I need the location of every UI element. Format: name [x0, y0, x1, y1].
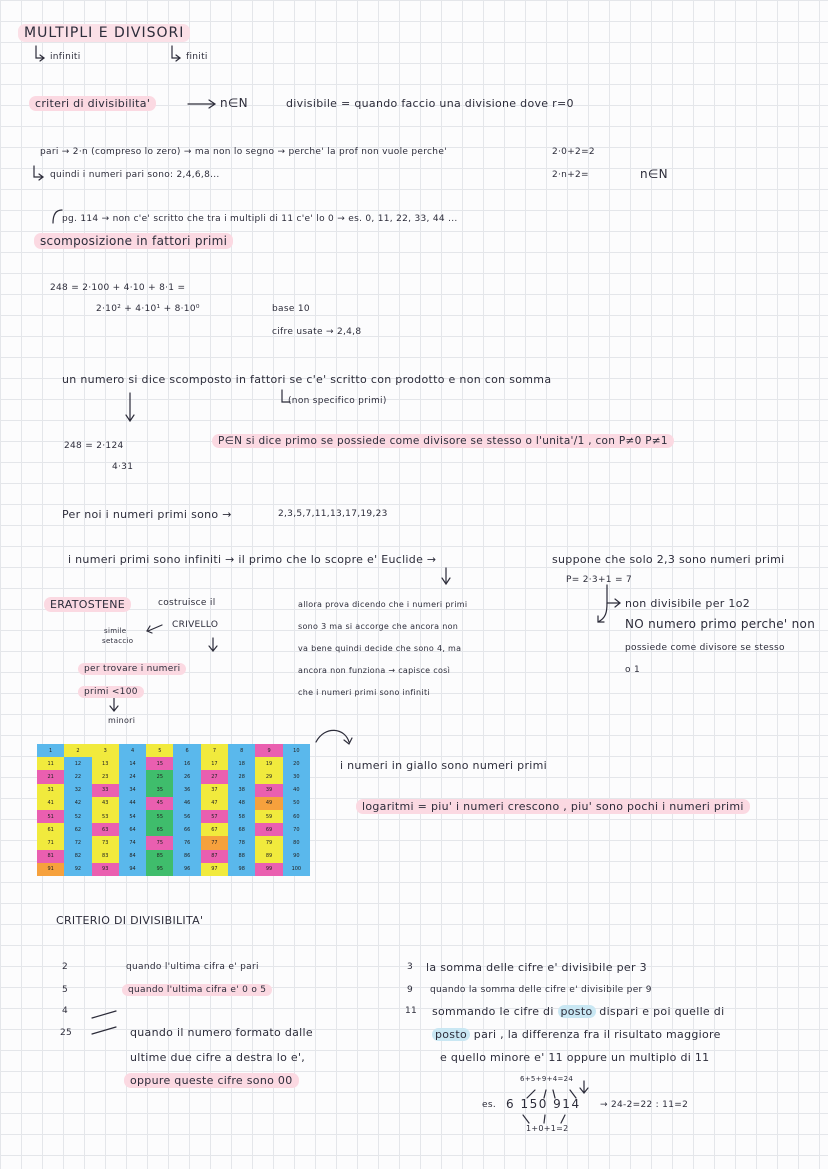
euclid-reasoning-3: va bene quindi decide che sono 4, ma — [298, 644, 462, 653]
sieve-cell: 67 — [201, 823, 228, 836]
sieve-cell: 44 — [119, 797, 146, 810]
sieve-cell: 87 — [201, 850, 228, 863]
criteria-text-2: quando l'ultima cifra e' pari — [126, 962, 259, 972]
criteria-text-4-1: quando il numero formato dalle — [130, 1026, 313, 1039]
sieve-cell: 2 — [64, 744, 91, 757]
no-prime-line-3: o 1 — [625, 665, 640, 675]
sieve-cell: 61 — [37, 823, 64, 836]
sieve-cell: 52 — [64, 810, 91, 823]
even-formula-2: 2·n+2= — [552, 170, 589, 180]
sieve-cell: 53 — [92, 810, 119, 823]
sieve-cell: 16 — [173, 757, 200, 770]
euclid-reasoning-5: che i numeri primi sono infiniti — [298, 688, 430, 697]
sieve-cell: 42 — [64, 797, 91, 810]
base-label: base 10 — [272, 304, 310, 314]
sieve-cell: 26 — [173, 770, 200, 783]
sieve-cell: 95 — [146, 863, 173, 876]
criteria-num-5: 5 — [62, 985, 69, 995]
not-specified-primes: (non specifico primi) — [288, 396, 387, 406]
prime-definition: P∈N si dice primo se possiede come divisore se stesso o l'unita'/1 , con P≠0 P≠1 — [212, 434, 674, 448]
sieve-cell: 28 — [228, 770, 255, 783]
sieve-cell: 57 — [201, 810, 228, 823]
sieve-cell: 86 — [173, 850, 200, 863]
criteria-text-11-line2 — [432, 1028, 721, 1041]
example-even-sum: 1+0+1=2 — [526, 1124, 569, 1133]
sieve-cell: 100 — [283, 863, 310, 876]
criteria-text-11-line3: e quello minore e' 11 oppure un multiplo di 11 — [440, 1051, 710, 1064]
sieve-cell: 66 — [173, 823, 200, 836]
sieve-cell: 69 — [255, 823, 282, 836]
sieve-cell: 82 — [64, 850, 91, 863]
divisible-definition: divisibile = quando faccio una divisione dove r=0 — [286, 97, 574, 110]
sieve-cell: 58 — [228, 810, 255, 823]
sieve-cell: 99 — [255, 863, 282, 876]
multiples-11-note: pg. 114 → non c'e' scritto che tra i multipli di 11 c'e' lo 0 → es. 0, 11, 22, 33, 44 ... — [62, 214, 458, 224]
factorization-example-2: 4·31 — [112, 462, 134, 472]
criteria-11-part-d: pari , la differenza fra il risultato maggiore — [473, 1028, 721, 1041]
sieve-cell: 90 — [283, 850, 310, 863]
find-primes-1: per trovare i numeri — [78, 663, 186, 675]
criteria-text-4-2: ultime due cifre a destra lo e', — [130, 1051, 306, 1064]
sieve-cell: 65 — [146, 823, 173, 836]
sieve-cell: 92 — [64, 863, 91, 876]
criteria-11-part-c: dispari e poi quelle di — [599, 1005, 725, 1018]
sieve-cell: 31 — [37, 784, 64, 797]
sieve-cell: 89 — [255, 850, 282, 863]
criteria-text-5: quando l'ultima cifra e' 0 o 5 — [122, 984, 272, 996]
sieve-cell: 70 — [283, 823, 310, 836]
sieve-cell: 51 — [37, 810, 64, 823]
euclid-reasoning-4: ancora non funziona → capisce così — [298, 666, 451, 675]
sieve-cell: 38 — [228, 784, 255, 797]
eratostene-builds: costruisce il — [158, 598, 216, 608]
factorization-example-1: 248 = 2·124 — [64, 441, 124, 451]
criteria-num-25: 25 — [60, 1028, 73, 1038]
criteria-11-part-a: sommando le cifre di — [432, 1005, 554, 1018]
sieve-cell: 19 — [255, 757, 282, 770]
criteria-11-posto-odd: posto — [558, 1005, 596, 1018]
sieve-cell: 91 — [37, 863, 64, 876]
sieve-cell: 79 — [255, 836, 282, 849]
sieve-cell: 22 — [64, 770, 91, 783]
yellow-note: i numeri in giallo sono numeri primi — [340, 759, 547, 772]
sieve-cell: 54 — [119, 810, 146, 823]
sieve-cell: 59 — [255, 810, 282, 823]
sieve-cell: 4 — [119, 744, 146, 757]
euclid-reasoning-2: sono 3 ma si accorge che ancora non — [298, 622, 459, 631]
even-formula-1: 2·0+2=2 — [552, 147, 595, 157]
sieve-cell: 33 — [92, 784, 119, 797]
sieve-cell: 8 — [228, 744, 255, 757]
sieve-cell: 71 — [37, 836, 64, 849]
criteria-heading: CRITERIO DI DIVISIBILITA' — [56, 914, 204, 927]
sieve-cell: 78 — [228, 836, 255, 849]
digits-used: cifre usate → 2,4,8 — [272, 327, 362, 337]
criteria-num-11: 11 — [405, 1006, 418, 1016]
sieve-cell: 10 — [283, 744, 310, 757]
title-finite-label: finiti — [186, 52, 208, 62]
n-in-naturals: n∈N — [220, 96, 248, 110]
page-title: MULTIPLI E DIVISORI — [18, 24, 190, 42]
minori-label: minori — [108, 716, 136, 725]
p-equation: P= 2·3+1 = 7 — [566, 575, 632, 585]
sieve-cell: 25 — [146, 770, 173, 783]
criteri-label: criteri di divisibilita' — [29, 96, 156, 111]
criteria-num-9: 9 — [407, 985, 414, 995]
example-number: 6 150 914 — [506, 1097, 581, 1111]
criteria-11-posto-even: posto — [432, 1028, 470, 1041]
sieve-cell: 32 — [64, 784, 91, 797]
euclid-supposes: suppone che solo 2,3 sono numeri primi — [552, 553, 785, 566]
factorization-eq-1: 248 = 2·100 + 4·10 + 8·1 = — [50, 283, 186, 293]
sieve-cell: 84 — [119, 850, 146, 863]
sieve-cell: 88 — [228, 850, 255, 863]
euclid-reasoning-1: allora prova dicendo che i numeri primi — [298, 600, 468, 609]
sieve-cell: 97 — [201, 863, 228, 876]
example-label: es. — [482, 1100, 496, 1110]
find-primes-2: primi <100 — [78, 686, 144, 698]
sieve-cell: 5 — [146, 744, 173, 757]
example-result: → 24-2=22 : 11=2 — [600, 1100, 689, 1110]
criteria-num-4: 4 — [62, 1006, 69, 1016]
primes-list-label: Per noi i numeri primi sono → — [62, 508, 232, 521]
sieve-cell: 37 — [201, 784, 228, 797]
sieve-cell: 11 — [37, 757, 64, 770]
primes-infinite: i numeri primi sono infiniti → il primo che lo scopre e' Euclide → — [68, 553, 437, 566]
sieve-cell: 7 — [201, 744, 228, 757]
sieve-cell: 23 — [92, 770, 119, 783]
sieve-cell: 40 — [283, 784, 310, 797]
sieve-cell: 43 — [92, 797, 119, 810]
sieve-cell: 76 — [173, 836, 200, 849]
even-line-2: quindi i numeri pari sono: 2,4,6,8... — [50, 170, 220, 180]
simile-label: simile — [104, 627, 127, 635]
sieve-cell: 1 — [37, 744, 64, 757]
factorized-statement: un numero si dice scomposto in fattori se c'e' scritto con prodotto e non con somma — [62, 373, 552, 386]
sieve-cell: 6 — [173, 744, 200, 757]
sieve-cell: 49 — [255, 797, 282, 810]
sieve-cell: 15 — [146, 757, 173, 770]
sieve-cell: 24 — [119, 770, 146, 783]
no-prime-line-2: possiede come divisore se stesso — [625, 643, 785, 653]
sieve-cell: 47 — [201, 797, 228, 810]
even-n-in-naturals: n∈N — [640, 167, 668, 181]
title-infinite-label: infiniti — [50, 52, 81, 62]
sieve-cell: 34 — [119, 784, 146, 797]
sieve-cell: 72 — [64, 836, 91, 849]
setaccio-label: setaccio — [102, 637, 134, 645]
sieve-cell: 63 — [92, 823, 119, 836]
sieve-cell: 35 — [146, 784, 173, 797]
sieve-cell: 75 — [146, 836, 173, 849]
sieve-cell: 68 — [228, 823, 255, 836]
sieve-cell: 73 — [92, 836, 119, 849]
sieve-cell: 3 — [92, 744, 119, 757]
sieve-cell: 29 — [255, 770, 282, 783]
criteria-num-3: 3 — [407, 962, 414, 972]
example-odd-sum: 6+5+9+4=24 — [520, 1075, 574, 1083]
sieve-cell: 50 — [283, 797, 310, 810]
sieve-cell: 60 — [283, 810, 310, 823]
sieve-cell: 62 — [64, 823, 91, 836]
sieve-cell: 14 — [119, 757, 146, 770]
sieve-cell: 48 — [228, 797, 255, 810]
sieve-cell: 45 — [146, 797, 173, 810]
sieve-cell: 77 — [201, 836, 228, 849]
sieve-cell: 17 — [201, 757, 228, 770]
sieve-cell: 98 — [228, 863, 255, 876]
criteria-text-9: quando la somma delle cifre e' divisibile per 9 — [430, 985, 652, 995]
sieve-cell: 13 — [92, 757, 119, 770]
sieve-cell: 96 — [173, 863, 200, 876]
sieve-cell: 20 — [283, 757, 310, 770]
sieve-cell: 56 — [173, 810, 200, 823]
sieve-cell: 93 — [92, 863, 119, 876]
primes-list: 2,3,5,7,11,13,17,19,23 — [278, 509, 388, 519]
sieve-cell: 27 — [201, 770, 228, 783]
factorization-eq-2: 2·10² + 4·10¹ + 8·10⁰ — [96, 304, 200, 314]
sieve-cell: 64 — [119, 823, 146, 836]
sieve-cell: 80 — [283, 836, 310, 849]
criteria-text-11-line1 — [432, 1005, 724, 1018]
sieve-cell: 55 — [146, 810, 173, 823]
sieve-cell: 12 — [64, 757, 91, 770]
sieve-cell: 85 — [146, 850, 173, 863]
sieve-cell: 21 — [37, 770, 64, 783]
sieve-cell: 81 — [37, 850, 64, 863]
crivello-label: CRIVELLO — [172, 620, 219, 630]
sieve-cell: 41 — [37, 797, 64, 810]
sieve-cell: 94 — [119, 863, 146, 876]
sieve-cell: 46 — [173, 797, 200, 810]
sieve-cell: 39 — [255, 784, 282, 797]
criteria-num-2: 2 — [62, 962, 69, 972]
sieve-cell: 30 — [283, 770, 310, 783]
even-line-1: pari → 2·n (compreso lo zero) → ma non lo segno → perche' la prof non vuole perche' — [40, 147, 447, 157]
criteria-text-3: la somma delle cifre e' divisibile per 3 — [426, 961, 647, 974]
sieve-cell: 36 — [173, 784, 200, 797]
sieve-cell: 18 — [228, 757, 255, 770]
no-prime-line-1: NO numero primo perche' non — [625, 617, 816, 631]
criteria-text-4-3: oppure queste cifre sono 00 — [124, 1073, 299, 1088]
factorization-heading: scomposizione in fattori primi — [34, 233, 233, 249]
not-divisible: non divisibile per 1o2 — [625, 597, 751, 610]
logarithm-note: logaritmi = piu' i numeri crescono , piu' sono pochi i numeri primi — [356, 799, 750, 814]
sieve-cell: 9 — [255, 744, 282, 757]
eratostene-name: ERATOSTENE — [44, 597, 131, 612]
sieve-cell: 74 — [119, 836, 146, 849]
eratosthenes-sieve-grid — [37, 744, 310, 876]
sieve-cell: 83 — [92, 850, 119, 863]
